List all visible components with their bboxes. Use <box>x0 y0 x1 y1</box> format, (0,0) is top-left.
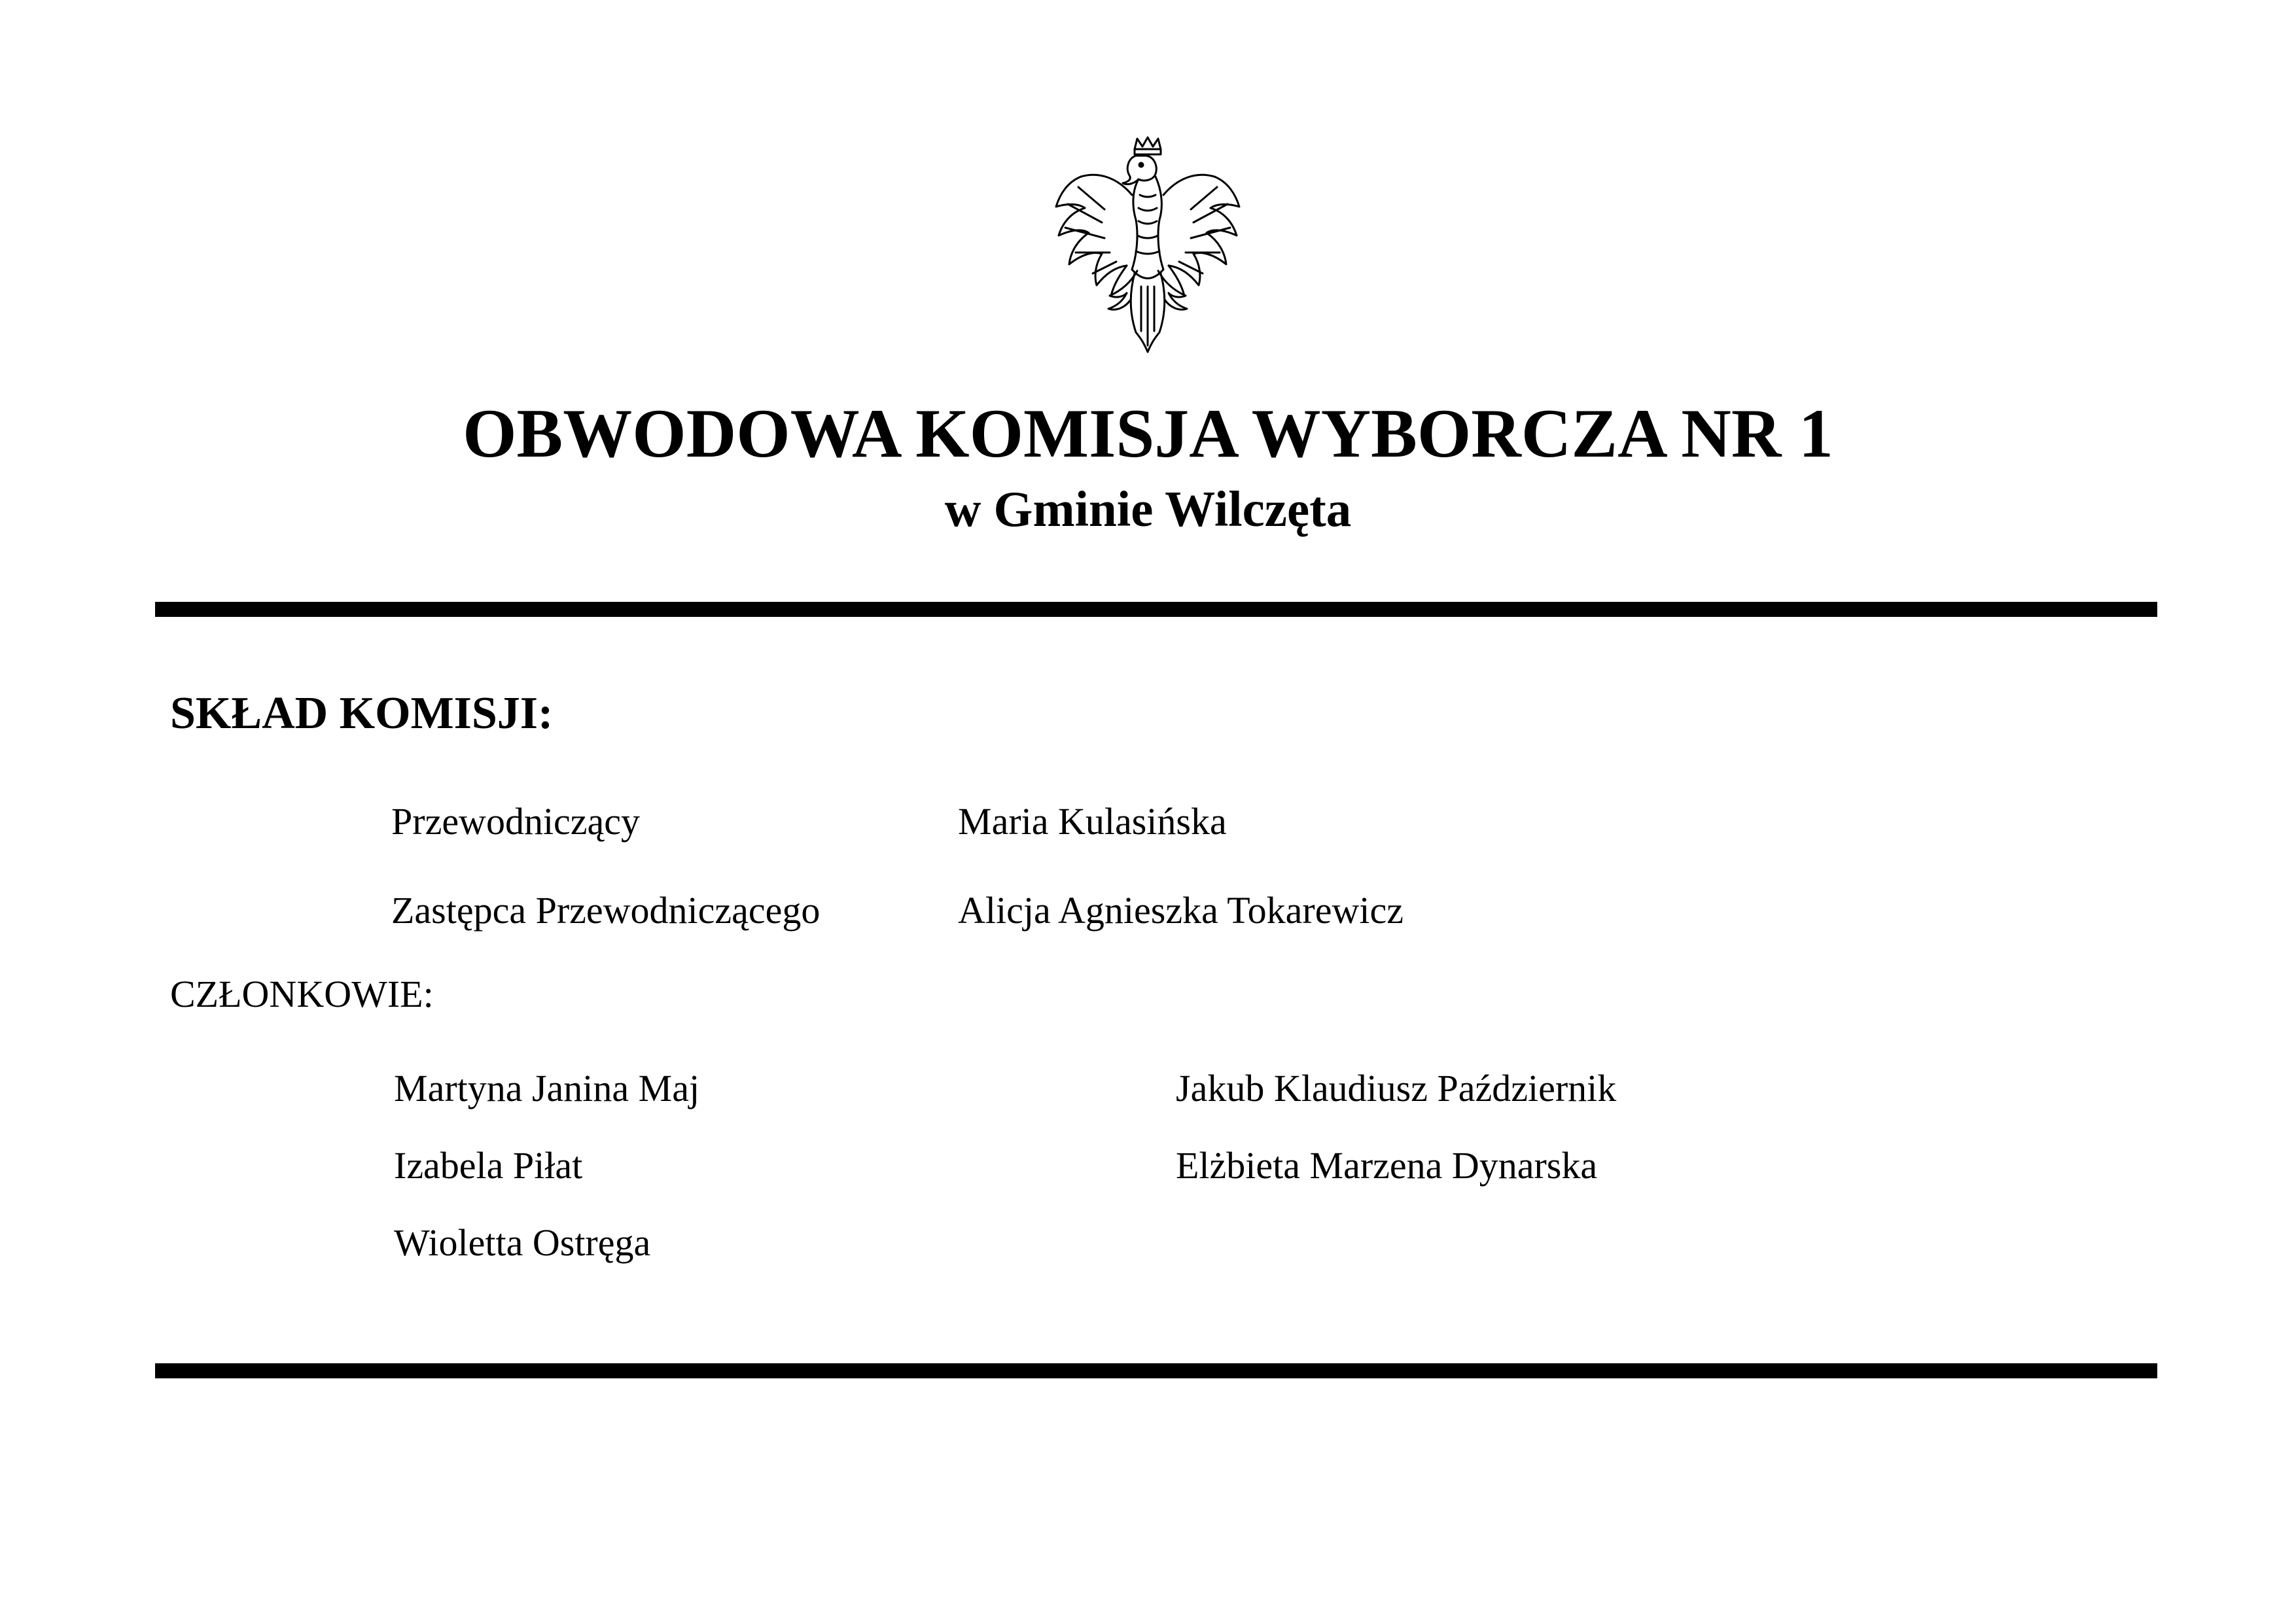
members-heading: CZŁONKOWIE: <box>170 973 434 1015</box>
eagle-emblem-icon <box>1046 136 1250 356</box>
member-name: Jakub Klaudiusz Październik <box>1176 1067 1617 1109</box>
top-divider <box>155 602 2157 617</box>
section-heading: SKŁAD KOMISJI: <box>170 688 554 739</box>
page-subtitle: w Gminie Wilczęta <box>944 481 1352 537</box>
page-title: OBWODOWA KOMISJA WYBORCZA NR 1 <box>463 395 1833 472</box>
role-label-chair: Przewodniczący <box>391 800 641 843</box>
role-label-deputy: Zastępca Przewodniczącego <box>391 889 821 932</box>
role-name-chair: Maria Kulasińska <box>958 800 1227 843</box>
member-name: Izabela Piłat <box>394 1144 583 1187</box>
bottom-divider <box>155 1363 2157 1378</box>
member-name: Elżbieta Marzena Dynarska <box>1176 1144 1598 1187</box>
member-name: Martyna Janina Maj <box>394 1067 700 1109</box>
member-name: Wioletta Ostręga <box>394 1221 651 1264</box>
role-name-deputy: Alicja Agnieszka Tokarewicz <box>958 889 1404 932</box>
